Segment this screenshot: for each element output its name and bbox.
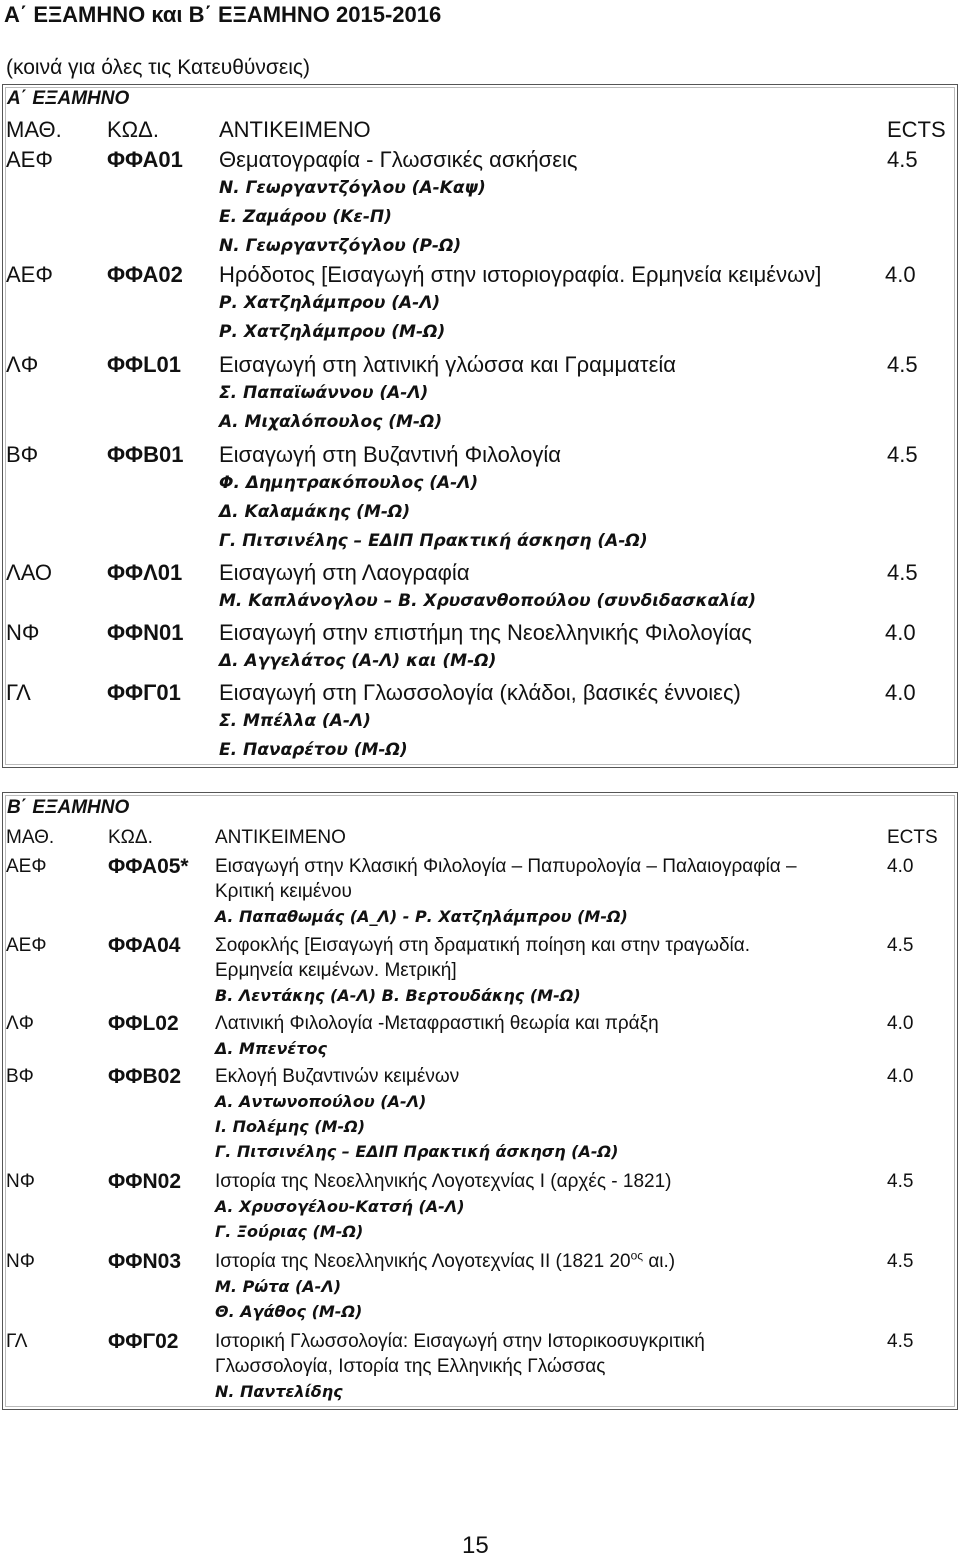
title-cell — [215, 1329, 705, 1404]
code-cell: ΦΦΝ03 — [108, 1250, 181, 1273]
instructor: Μ. Καπλάνογλου – Β. Χρυσανθοπούλου (συνδιδασκαλία) — [219, 591, 757, 611]
code-cell: ΦΦΝ02 — [108, 1170, 181, 1193]
code-cell: ΦΦΓ01 — [107, 680, 181, 705]
semester-b-heading: Β΄ ΕΞΑΜΗΝΟ — [7, 797, 130, 818]
ects-cell: 4.0 — [887, 856, 914, 877]
code-cell: ΦΦΝ01 — [107, 620, 184, 645]
mat-cell: ΓΛ — [6, 680, 31, 705]
course-title: Γλωσσολογία, Ιστορία της Ελληνικής Γλώσσας — [215, 1356, 606, 1377]
code-cell: ΦΦΑ02 — [107, 262, 183, 287]
instructor: Σ. Μπέλλα (Α-Λ) — [219, 711, 371, 731]
instructor: Γ. Ξούριας (Μ-Ω) — [215, 1222, 364, 1241]
ects-cell: 4.5 — [887, 442, 918, 467]
title-cell — [215, 1011, 659, 1061]
instructor: Γ. Πιτσινέλης – ΕΔΙΠ Πρακτική άσκηση (Α-Ω) — [219, 531, 648, 551]
mat-cell: ΝΦ — [6, 620, 40, 645]
semester-a-table — [2, 84, 958, 768]
code-cell: ΦΦΓ02 — [108, 1330, 179, 1353]
title-cell — [215, 854, 797, 929]
mat-cell: ΝΦ — [6, 1171, 35, 1192]
mat-cell: ΛΦ — [6, 352, 39, 377]
course-title-superscript: ος — [630, 1248, 644, 1263]
course-title: Κριτική κειμένου — [215, 881, 352, 902]
course-title: Εισαγωγή στην επιστήμη της Νεοελληνικής Φιλολογίας — [219, 620, 752, 645]
course-title: Ιστορική Γλωσσολογία: Εισαγωγή στην Ιστορικοσυγκριτική — [215, 1331, 705, 1352]
code-cell: ΦΦΒ02 — [108, 1065, 181, 1088]
code-cell: ΦΦΛ01 — [107, 560, 183, 585]
course-title: Εκλογή Βυζαντινών κειμένων — [215, 1066, 460, 1087]
instructor: Β. Λεντάκης (Α-Λ) Β. Βερτουδάκης (Μ-Ω) — [215, 986, 581, 1005]
course-title — [215, 1249, 675, 1274]
page-number: 15 — [462, 1532, 489, 1559]
title-cell — [219, 678, 741, 765]
ects-cell: 4.5 — [887, 1171, 914, 1192]
table-row — [3, 260, 957, 342]
page-title: Α΄ ΕΞΑΜΗΝΟ και Β΄ ΕΞΑΜΗΝΟ 2015-2016 — [4, 2, 442, 27]
ects-cell: 4.5 — [887, 1331, 914, 1352]
course-title: Ιστορία της Νεοελληνικής Λογοτεχνίας Ι (αρχές - 1821) — [215, 1171, 672, 1192]
table-row — [3, 558, 957, 611]
title-cell — [215, 1064, 618, 1164]
header-code: ΚΩΔ. — [108, 827, 153, 848]
mat-cell: ΒΦ — [6, 442, 39, 467]
mat-cell: ΑΕΦ — [6, 262, 53, 287]
instructor: Δ. Μπενέτος — [215, 1039, 328, 1058]
table-row — [3, 618, 957, 671]
instructor: Δ. Αγγελάτος (Α-Λ) και (Μ-Ω) — [219, 651, 497, 671]
instructor: Σ. Παπαϊωάννου (Α-Λ) — [219, 383, 429, 403]
title-cell — [215, 1249, 675, 1324]
course-title: Εισαγωγή στη Βυζαντινή Φιλολογία — [219, 442, 562, 467]
code-cell: ΦΦΒ01 — [107, 442, 184, 467]
ects-cell: 4.0 — [885, 680, 916, 705]
code-cell: ΦΦL02 — [108, 1012, 179, 1035]
header-title: ΑΝΤΙΚΕΙΜΕΝΟ — [219, 117, 371, 142]
course-title: Εισαγωγή στην Κλασική Φιλολογία – Παπυρολογία – Παλαιογραφία – — [215, 856, 797, 877]
semester-b-table — [2, 792, 958, 1410]
instructor: Ι. Πολέμης (Μ-Ω) — [215, 1117, 366, 1136]
instructor: Ν. Γεωργαντζόγλου (Α-Καψ) — [219, 178, 486, 198]
ects-cell: 4.5 — [887, 1251, 914, 1272]
instructor: Α. Μιχαλόπουλος (Μ-Ω) — [219, 412, 443, 432]
instructor: Ε. Ζαμάρου (Κε-Π) — [219, 207, 392, 227]
title-cell — [219, 350, 676, 437]
instructor: Ρ. Χατζηλάμπρου (Μ-Ω) — [219, 322, 446, 342]
mat-cell: ΓΛ — [6, 1331, 28, 1352]
title-cell — [219, 558, 756, 616]
table-row — [3, 440, 957, 551]
title-cell — [215, 1169, 671, 1244]
ects-cell: 4.5 — [887, 352, 918, 377]
code-cell: ΦΦΑ04 — [108, 934, 181, 957]
instructor: Ν. Γεωργαντζόγλου (Ρ-Ω) — [219, 236, 462, 256]
course-title: Θεματογραφία - Γλωσσικές ασκήσεις — [219, 147, 578, 172]
table-row — [3, 350, 957, 432]
ects-cell: 4.0 — [887, 1013, 914, 1034]
title-cell — [219, 260, 821, 347]
header-mat: ΜΑΘ. — [6, 827, 55, 848]
instructor: Ρ. Χατζηλάμπρου (Α-Λ) — [219, 293, 441, 313]
title-cell — [219, 440, 648, 556]
course-title: Ηρόδοτος [Εισαγωγή στην ιστοριογραφία. Ερμηνεία κειμένων] — [219, 262, 822, 287]
title-cell — [219, 145, 578, 261]
course-title: Σοφοκλής [Εισαγωγή στη δραματική ποίηση και στην τραγωδία. — [215, 935, 751, 956]
mat-cell: ΑΕΦ — [6, 935, 47, 956]
ects-cell: 4.0 — [885, 262, 916, 287]
instructor: Α. Αντωνοπούλου (Α-Λ) — [215, 1092, 427, 1111]
course-title: Ερμηνεία κειμένων. Μετρική] — [215, 960, 457, 981]
title-cell — [219, 618, 752, 676]
course-title: Λατινική Φιλολογία -Μεταφραστική θεωρία και πράξη — [215, 1013, 659, 1034]
code-cell: ΦΦL01 — [107, 352, 182, 377]
header-mat: ΜΑΘ. — [6, 117, 62, 142]
title-cell — [215, 933, 750, 1008]
mat-cell: ΝΦ — [6, 1251, 35, 1272]
mat-cell: ΑΕΦ — [6, 147, 53, 172]
instructor: Μ. Ρώτα (Α-Λ) — [215, 1277, 342, 1296]
ects-cell: 4.5 — [887, 560, 918, 585]
code-cell: ΦΦΑ01 — [107, 147, 183, 172]
instructor: Ε. Παναρέτου (Μ-Ω) — [219, 740, 408, 760]
instructor: Γ. Πιτσινέλης – ΕΔΙΠ Πρακτική άσκηση (Α-Ω) — [215, 1142, 619, 1161]
table-row — [3, 678, 957, 760]
instructor: Δ. Καλαμάκης (Μ-Ω) — [219, 502, 411, 522]
ects-cell: 4.0 — [885, 620, 916, 645]
ects-cell: 4.5 — [887, 935, 914, 956]
instructor: Ν. Παντελίδης — [215, 1382, 343, 1401]
header-ects: ECTS — [887, 117, 946, 142]
ects-cell: 4.5 — [887, 147, 918, 172]
mat-cell: ΒΦ — [6, 1066, 34, 1087]
instructor: Α. Χρυσογέλου-Κατσή (Α-Λ) — [215, 1197, 465, 1216]
instructor: Α. Παπαθωμάς (Α_Λ) - Ρ. Χατζηλάμπρου (Μ-Ω) — [215, 907, 628, 926]
course-title: Εισαγωγή στη λατινική γλώσσα και Γραμματεία — [219, 352, 677, 377]
course-title: Εισαγωγή στη Γλωσσολογία (κλάδοι, βασικές έννοιες) — [219, 680, 741, 705]
mat-cell: ΑΕΦ — [6, 856, 47, 877]
course-title-end: αι.) — [643, 1251, 676, 1272]
instructor: Θ. Αγάθος (Μ-Ω) — [215, 1302, 363, 1321]
semester-a-heading: Α΄ ΕΞΑΜΗΝΟ — [7, 88, 130, 109]
table-header-row — [3, 115, 957, 145]
mat-cell: ΛΦ — [6, 1013, 34, 1034]
instructor: Φ. Δημητρακόπουλος (Α-Λ) — [219, 473, 479, 493]
header-code: ΚΩΔ. — [107, 117, 159, 142]
header-ects: ECTS — [887, 827, 938, 848]
subtitle: (κοινά για όλες τις Κατευθύνσεις) — [6, 56, 311, 79]
course-title-main: Ιστορία της Νεοελληνικής Λογοτεχνίας ΙΙ (1821 20 — [215, 1251, 631, 1272]
mat-cell: ΛΑΟ — [6, 560, 53, 585]
header-title: ΑΝΤΙΚΕΙΜΕΝΟ — [215, 827, 346, 848]
table-row — [3, 145, 957, 256]
course-title: Εισαγωγή στη Λαογραφία — [219, 560, 470, 585]
ects-cell: 4.0 — [887, 1066, 914, 1087]
code-cell: ΦΦΑ05* — [108, 855, 189, 878]
